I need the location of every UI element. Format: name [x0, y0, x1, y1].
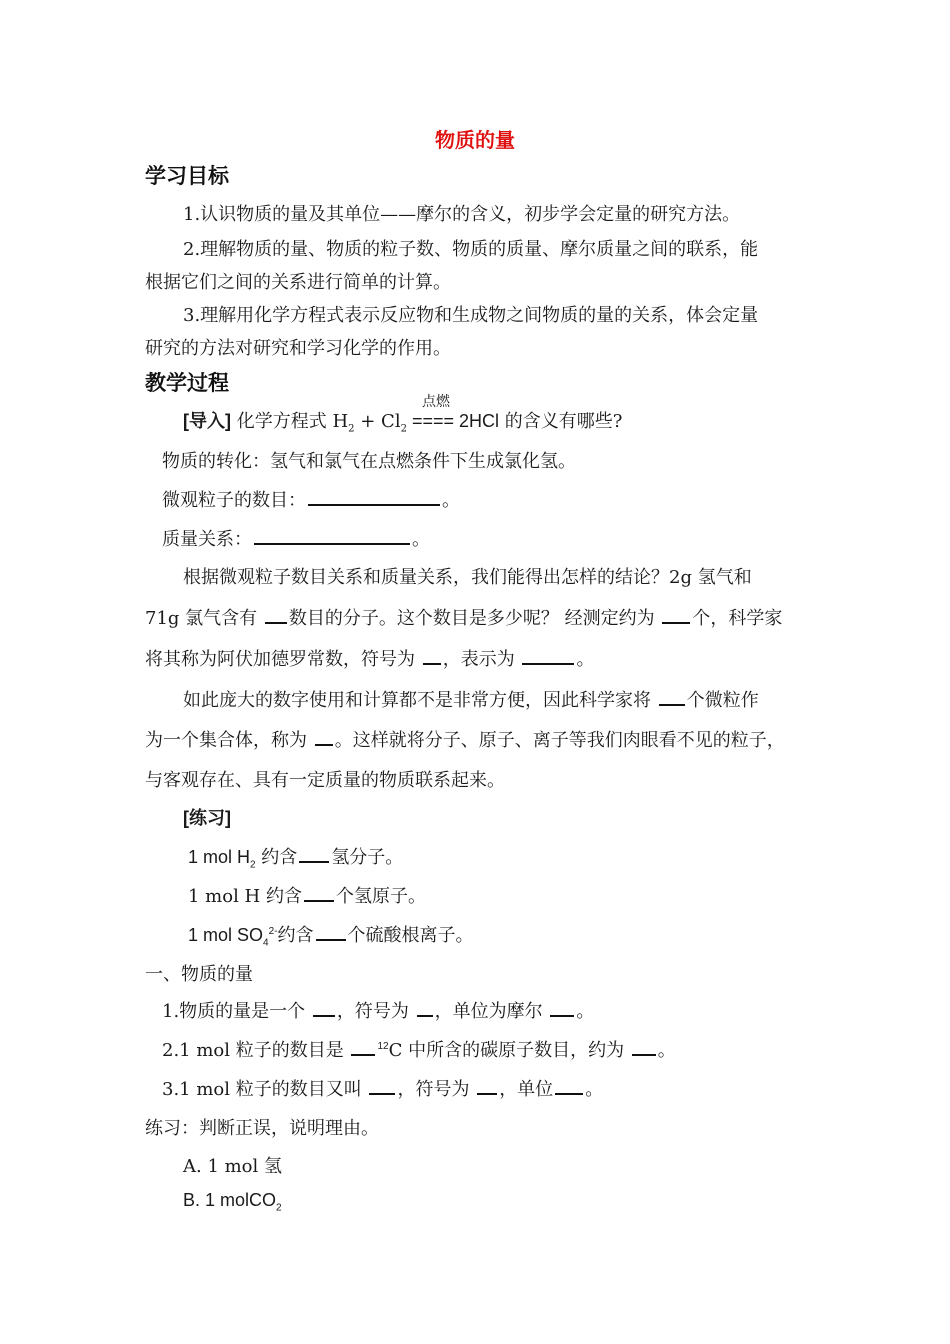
goal-2-line2: 根据它们之间的关系进行简单的计算。	[145, 272, 451, 293]
blank	[254, 527, 410, 545]
paragraph2-line3: 与客观存在、具有一定质量的物质联系起来。	[145, 770, 505, 791]
exercise-option-b: B. 1 molCO$_2$	[183, 1190, 282, 1214]
exercise-option-a: A. 1 mol 氢	[183, 1156, 282, 1177]
paragraph2-line1: 如此庞大的数字使用和计算都不是非常方便，因此科学家将 个微粒作	[183, 690, 759, 711]
intro-line	[183, 407, 622, 435]
blank	[308, 488, 440, 506]
blank	[316, 923, 346, 941]
section1-item-2: 2.1 mol 粒子的数目是 $^{12}$C 中所含的碳原子数目，约为 。	[162, 1040, 676, 1061]
blank	[550, 999, 574, 1017]
blank	[659, 688, 685, 706]
reaction-condition: 点燃	[422, 394, 450, 410]
exercise-title: 练习：判断正误，说明理由。	[145, 1118, 379, 1139]
goal-3-line1: 3.理解用化学方程式表示反应物和生成物之间物质的量的关系，体会定量	[183, 305, 759, 326]
blank	[369, 1077, 395, 1095]
blank	[417, 999, 433, 1017]
page-title: 物质的量	[435, 128, 515, 152]
practice-item-1: 1 mol $H_2$ 约含 氢分子。	[188, 847, 404, 871]
paragraph1-line3: 将其称为阿伏加德罗常数，符号为 ，表示为 。	[145, 649, 595, 670]
section1-item-3: 3.1 mol 粒子的数目又叫 ，符号为 ，单位 。	[162, 1079, 604, 1100]
practice-tag: [练习]	[183, 808, 231, 828]
blank	[423, 647, 441, 665]
practice-item-3: 1 mol $SO_4^{2-}$约含 个硫酸根离子。	[188, 925, 474, 949]
section1-title: 一、物质的量	[145, 964, 253, 985]
section1-item-1: 1.物质的量是一个 ，符号为 ，单位为摩尔 。	[162, 1001, 595, 1022]
heading-goals: 学习目标	[145, 164, 229, 188]
mass-line: 质量关系： 。	[162, 529, 430, 550]
paragraph1-line2: 71g 氯气含有 数目的分子。这个数目是多少呢？ 经测定约为 个，科学家	[145, 608, 783, 629]
intro-text: 化学方程式 $H_2 + Cl_2$ ==== 2HCl 的含义有哪些?	[236, 411, 623, 435]
paragraph2-line2: 为一个集合体，称为 。这样就将分子、原子、离子等我们肉眼看不见的粒子，	[145, 730, 785, 751]
paragraph1-line1: 根据微观粒子数目关系和质量关系，我们能得出怎样的结论？2g 氢气和	[183, 567, 752, 588]
goal-2-line1: 2.理解物质的量、物质的粒子数、物质的质量、摩尔质量之间的联系，能	[183, 239, 759, 260]
blank	[522, 647, 574, 665]
blank	[313, 999, 335, 1017]
blank	[315, 728, 333, 746]
intro-tag: [导入]	[183, 411, 231, 431]
blank	[304, 884, 334, 902]
blank	[662, 606, 690, 624]
blank	[351, 1038, 375, 1056]
blank	[265, 606, 287, 624]
blank	[477, 1077, 497, 1095]
blank	[299, 845, 329, 863]
goal-3-line2: 研究的方法对研究和学习化学的作用。	[145, 338, 451, 359]
blank	[555, 1077, 583, 1095]
heading-process: 教学过程	[145, 371, 229, 395]
practice-item-2: 1 mol H 约含 个氢原子。	[188, 886, 426, 907]
goal-1: 1.认识物质的量及其单位——摩尔的含义，初步学会定量的研究方法。	[183, 204, 741, 225]
blank	[632, 1038, 656, 1056]
micro-line: 微观粒子的数目： 。	[162, 490, 460, 511]
conversion-line: 物质的转化：氢气和氯气在点燃条件下生成氯化氢。	[162, 451, 576, 472]
